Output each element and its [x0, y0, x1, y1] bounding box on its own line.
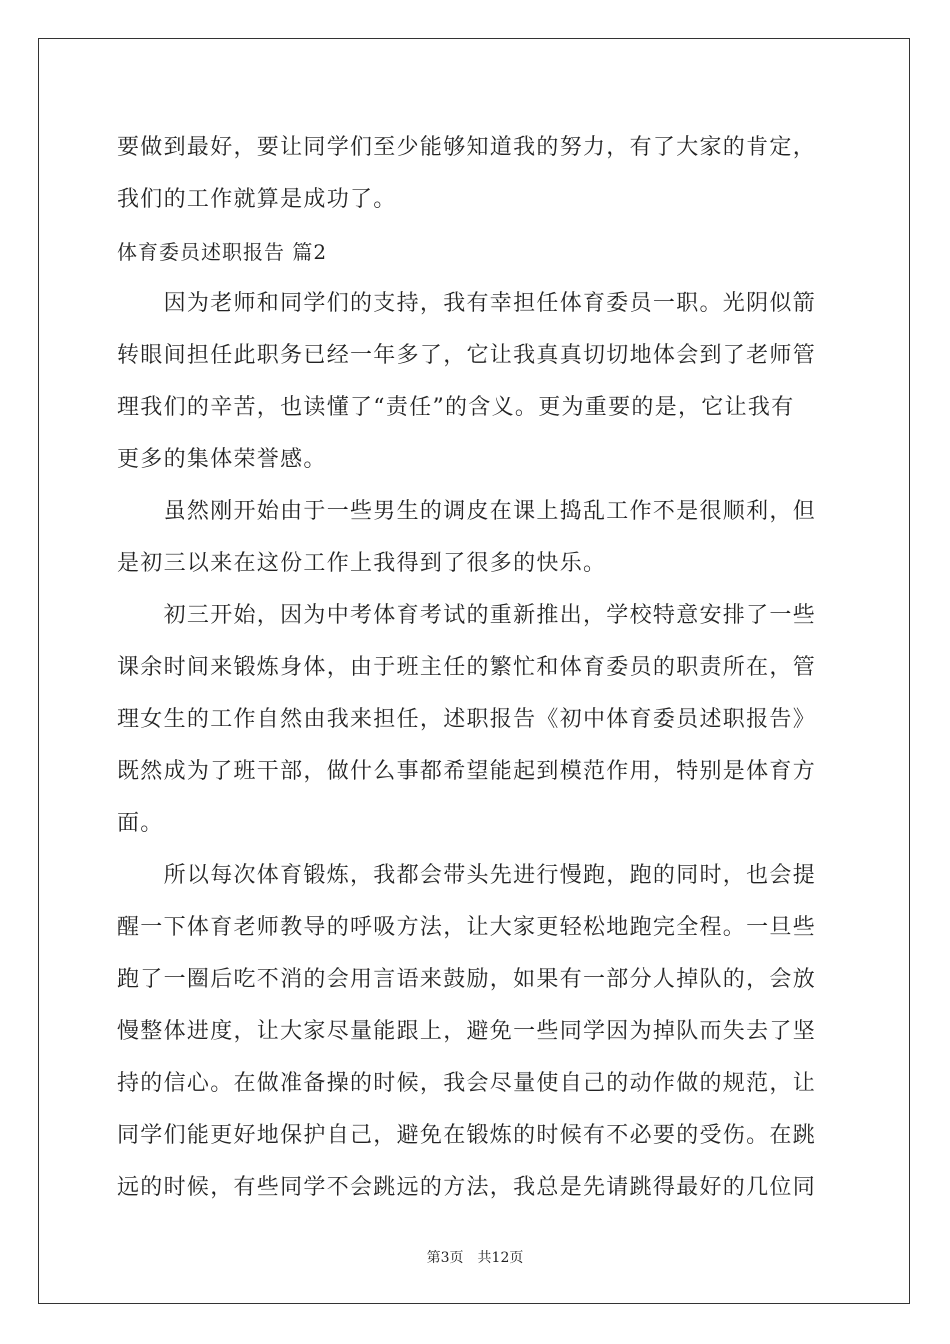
text-line: 既然成为了班干部，做什么事都希望能起到模范作用，特别是体育方: [117, 759, 817, 784]
text-line: 醒一下体育老师教导的呼吸方法，让大家更轻松地跑完全程。一旦些: [117, 915, 817, 940]
text-line: 持的信心。在做准备操的时候，我会尽量使自己的动作做的规范，让: [117, 1071, 817, 1096]
text-line: 我们的工作就算是成功了。: [117, 187, 397, 212]
text-line: 因为老师和同学们的支持，我有幸担任体育委员一职。光阴似箭: [117, 291, 817, 316]
text-line: 远的时候，有些同学不会跳远的方法，我总是先请跳得最好的几位同: [117, 1175, 817, 1200]
section-heading: 体育委员述职报告 篇2: [117, 240, 328, 264]
text-line: 跑了一圈后吃不消的会用言语来鼓励，如果有一部分人掉队的，会放: [117, 967, 817, 992]
document-body: [117, 122, 833, 1214]
text-line: 理女生的工作自然由我来担任，述职报告《初中体育委员述职报告》: [117, 707, 817, 732]
text-line: 初三开始，因为中考体育考试的重新推出，学校特意安排了一些: [117, 603, 817, 628]
text-line: 转眼间担任此职务已经一年多了，它让我真真切切地体会到了老师管: [117, 343, 817, 368]
text-line: 面。: [117, 811, 164, 836]
text-line: 同学们能更好地保护自己，避免在锻炼的时候有不必要的受伤。在跳: [117, 1123, 817, 1148]
page-footer: [0, 1247, 950, 1267]
text-line: 理我们的辛苦，也读懂了“责任”的含义。更为重要的是，它让我有: [117, 395, 795, 420]
text-line: 慢整体进度，让大家尽量能跟上，避免一些同学因为掉队而失去了坚: [117, 1019, 817, 1044]
text-line: 更多的集体荣誉感。: [117, 447, 327, 472]
text-line: 课余时间来锻炼身体，由于班主任的繁忙和体育委员的职责所在，管: [117, 655, 817, 680]
text-line: 是初三以来在这份工作上我得到了很多的快乐。: [117, 551, 607, 576]
page-number: 第3页: [426, 1250, 464, 1266]
text-line: 所以每次体育锻炼，我都会带头先进行慢跑，跑的同时，也会提: [117, 863, 817, 888]
page-total: 共12页: [477, 1250, 524, 1266]
text-line: 虽然刚开始由于一些男生的调皮在课上捣乱工作不是很顺利，但: [117, 499, 817, 524]
text-line: 要做到最好，要让同学们至少能够知道我的努力，有了大家的肯定，: [117, 135, 817, 160]
